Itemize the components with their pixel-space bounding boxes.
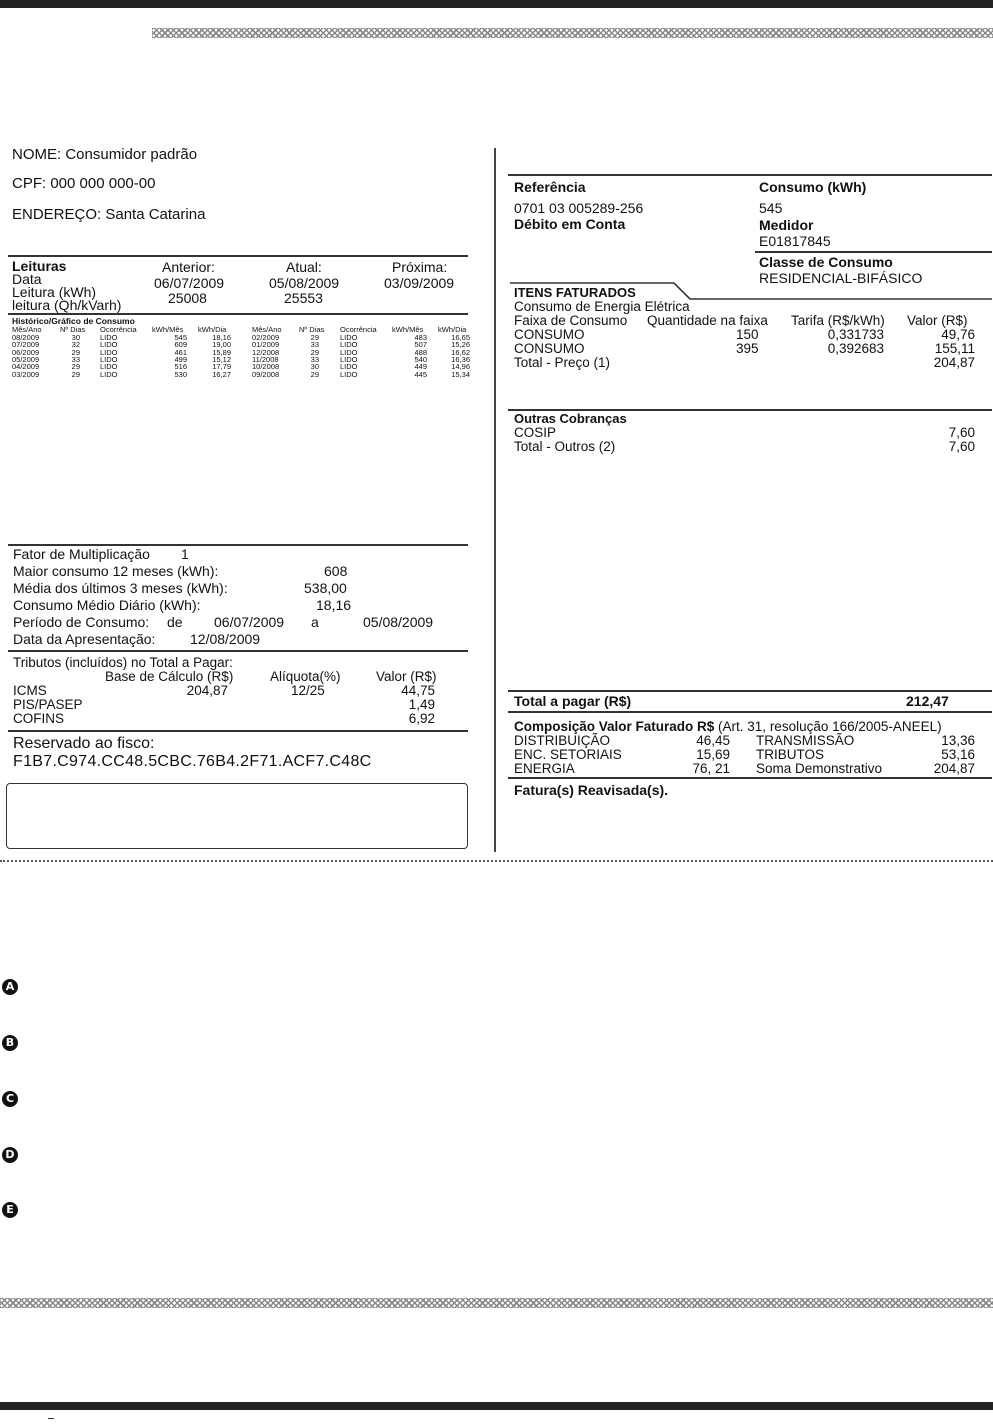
historico-cell: LIDO [340,362,358,372]
historico-cell: 10/2008 [252,362,280,372]
historico-cell: 33 [310,354,319,364]
historico-cell: 29 [310,369,319,379]
historico-cell: 29 [71,347,80,357]
historico-cell: 32 [71,340,80,350]
itens-header: Tarifa (R$/kWh) [791,313,885,328]
classe-label: Classe de Consumo [759,254,893,270]
composicao-item: ENC. SETORIAIS [514,747,622,762]
historico-header: kWh/Mês [392,325,424,334]
periodo-label: Período de Consumo: [13,614,150,630]
itens-tarifa: 0,331733 [827,327,884,342]
historico-header: Ocorrência [340,325,377,334]
historico-cell: 11/2008 [252,354,279,364]
divider [508,690,992,692]
tributo-aliquota: 12/25 [291,683,325,698]
historico-cell: 33 [71,354,80,364]
footer-mark [48,1418,54,1419]
historico-cell: 30 [71,333,80,342]
historico-cell: 29 [71,362,80,372]
customer-cpf: CPF: 000 000 000-00 [12,175,156,192]
composicao-value: 13,36 [941,733,975,748]
historico-cell: 08/2009 [12,333,40,342]
divider [508,711,992,713]
historico-cell: 07/2009 [12,340,40,350]
historico-cell: 609 [174,340,187,350]
bottom-bar [0,1402,993,1410]
cosip-value: 7,60 [948,425,975,440]
option-c-badge[interactable]: C [2,1091,18,1107]
top-bar [0,0,993,8]
historico-cell: 16,36 [451,354,470,364]
composicao-item: TRIBUTOS [756,747,825,762]
bottom-zigzag-border [0,1298,993,1308]
itens-header: Quantidade na faixa [647,313,768,328]
medidor-value: E01817845 [759,233,831,249]
historico-cell: 16,65 [451,333,470,342]
historico-cell: 461 [174,347,187,357]
periodo-a: a [311,614,319,630]
periodo-inicio: 06/07/2009 [214,614,285,630]
historico-cell: LIDO [100,340,118,350]
composicao-item: DISTRIBUIÇÃO [514,733,611,748]
fator-label: Fator de Multiplicação [13,546,150,562]
itens-tarifa: 0,392683 [827,341,884,356]
fator-value: 1 [181,546,189,562]
historico-cell: LIDO [340,340,358,350]
cosip-label: COSIP [514,425,557,440]
divider [755,251,992,253]
customer-name: NOME: Consumidor padrão [12,146,198,163]
maior-consumo-value: 608 [324,563,348,579]
itens-title: ITENS FATURADOS [514,285,636,300]
option-e-badge[interactable]: E [2,1202,18,1218]
historico-cell: 15,34 [451,369,470,379]
historico-cell: LIDO [100,354,118,364]
historico-header: Nº Dias [299,325,325,334]
itens-valor: 49,76 [941,327,975,342]
composicao-value: 46,45 [696,733,730,748]
itens-qtd: 395 [736,341,759,356]
historico-cell: 15,89 [212,347,231,357]
consumo-value: 545 [759,200,783,216]
historico-cell: 516 [174,362,187,372]
periodo-fim: 05/08/2009 [363,614,434,630]
customer-address: ENDEREÇO: Santa Catarina [12,206,206,223]
historico-cell: 29 [310,333,319,342]
column-divider [494,148,496,852]
historico-cell: LIDO [340,369,358,379]
classe-value: RESIDENCIAL-BIFÁSICO [759,270,923,286]
faturas-reavisadas: Fatura(s) Reavisada(s). [514,782,669,798]
historico-cell: 30 [310,362,319,372]
historico-cell: LIDO [340,347,358,357]
historico-cell: LIDO [100,333,118,342]
historico-title: Histórico/Gráfico de Consumo [12,316,135,326]
historico-cell: 19,00 [212,340,231,350]
itens-qtd: 150 [736,327,759,342]
leituras-title: Leituras [12,258,67,274]
maior-consumo-label: Maior consumo 12 meses (kWh): [13,563,219,579]
composicao-title: Composição Valor Faturado R$ [514,719,715,734]
historico-cell: 29 [310,347,319,357]
composicao-item: Soma Demonstrativo [756,761,883,776]
leituras-label-kwh: Leitura (kWh) [12,284,97,300]
itens-faixa: CONSUMO [514,327,585,342]
historico-cell: 16,27 [212,369,231,379]
historico-cell: 04/2009 [12,362,40,372]
cut-line [0,860,993,862]
divider [8,255,468,257]
itens-valor: 155,11 [934,341,975,356]
referencia-label: Referência [514,179,586,195]
media-label: Média dos últimos 3 meses (kWh): [13,580,228,596]
historico-cell: 14,96 [451,362,470,372]
total-pagar-label: Total a pagar (R$) [514,693,632,709]
debito-label: Débito em Conta [514,216,626,232]
leituras-atual-label: Atual: [286,259,322,275]
historico-header: Mês/Ano [12,325,42,334]
historico-cell: 545 [174,333,187,342]
referencia-value: 0701 03 005289-256 [514,200,644,216]
divider [508,174,992,176]
periodo-de: de [167,614,183,630]
tributo-valor: 1,49 [408,697,435,712]
composicao-value: 53,16 [941,747,975,762]
leituras-atual-leitura: 25553 [284,290,323,306]
tributo-base: 204,87 [186,683,228,698]
historico-cell: 540 [414,354,427,364]
media-value: 538,00 [304,580,347,596]
itens-subtitle: Consumo de Energia Elétrica [514,299,690,314]
historico-cell: 33 [310,340,319,350]
tributo-valor: 44,75 [401,683,435,698]
composicao-value: 15,69 [696,747,730,762]
itens-header: Faixa de Consumo [514,313,628,328]
apresentacao-value: 12/08/2009 [190,631,261,647]
historico-cell: 530 [174,369,187,379]
option-a-badge[interactable]: A [2,979,18,995]
composicao-value: 204,87 [933,761,975,776]
historico-header: kWh/Dia [438,325,467,334]
historico-header: Ocorrência [100,325,137,334]
medidor-label: Medidor [759,217,814,233]
composicao-item: TRANSMISSÃO [756,733,855,748]
apresentacao-label: Data da Apresentação: [13,631,156,647]
leituras-label-qh: leitura (Qh/kVarh) [12,297,122,313]
leituras-proxima-data: 03/09/2009 [384,275,455,291]
historico-cell: 488 [414,347,427,357]
total-pagar-value: 212,47 [906,693,949,709]
historico-cell: 507 [414,340,427,350]
option-d-badge[interactable]: D [2,1147,18,1163]
tributo-name: PIS/PASEP [13,697,83,712]
leituras-label-data: Data [12,271,42,287]
divider [8,730,468,732]
historico-header: kWh/Dia [198,325,227,334]
composicao-item: ENERGIA [514,761,575,776]
historico-cell: LIDO [100,369,118,379]
historico-cell: 06/2009 [12,347,40,357]
composicao-note: (Art. 31, resolução 166/2005-ANEEL) [714,719,942,734]
composicao-value: 76, 21 [692,761,730,776]
consumo-diario-value: 18,16 [316,597,352,613]
fisco-label: Reservado ao fisco: [13,735,155,752]
itens-faixa: CONSUMO [514,341,585,356]
tributo-name: ICMS [13,683,47,698]
historico-cell: LIDO [100,347,118,357]
tributos-title: Tributos (incluídos) no Total a Pagar: [13,655,233,670]
outras-title: Outras Cobranças [514,411,627,426]
historico-cell: 29 [71,369,80,379]
historico-cell: 05/2009 [12,354,40,364]
leituras-proxima-label: Próxima: [392,259,448,275]
consumo-diario-label: Consumo Médio Diário (kWh): [13,597,201,613]
historico-header: Nº Dias [60,325,86,334]
historico-cell: 09/2008 [252,369,280,379]
historico-cell: 12/2008 [252,347,280,357]
historico-cell: 445 [414,369,427,379]
tributos-valor-header: Valor (R$) [376,669,437,684]
historico-cell: LIDO [100,362,118,372]
historico-cell: 449 [414,362,427,372]
consumo-label: Consumo (kWh) [759,179,867,195]
fisco-code: F1B7.C974.CC48.5CBC.76B4.2F71.ACF7.C48C [13,753,372,770]
total-preco-value: 204,87 [933,355,975,370]
option-b-badge[interactable]: B [2,1035,18,1051]
divider [8,650,468,652]
leituras-anterior-label: Anterior: [162,259,215,275]
leituras-atual-data: 05/08/2009 [269,275,340,291]
historico-cell: 18,16 [212,333,231,342]
tributos-base-header: Base de Cálculo (R$) [105,669,234,684]
total-preco-label: Total - Preço (1) [514,355,611,370]
tributo-name: COFINS [13,711,65,726]
historico-cell: 01/2009 [252,340,280,350]
tributo-valor: 6,92 [408,711,435,726]
historico-header: kWh/Mês [152,325,184,334]
historico-cell: 499 [174,354,187,364]
historico-cell: 483 [414,333,427,342]
historico-cell: 03/2009 [12,369,40,379]
itens-header: Valor (R$) [907,313,968,328]
divider [8,313,468,315]
historico-cell: LIDO [340,354,358,364]
composicao-heading [514,720,942,734]
historico-header: Mês/Ano [252,325,282,334]
total-outros-label: Total - Outros (2) [514,439,616,454]
blank-box [6,783,468,849]
historico-cell: 17,79 [212,362,231,372]
historico-cell: 16,62 [451,347,470,357]
historico-cell: 15,12 [212,354,231,364]
divider [508,777,992,779]
top-zigzag-border [152,28,993,38]
historico-cell: 15,26 [451,340,470,350]
historico-cell: LIDO [340,333,358,342]
leituras-anterior-data: 06/07/2009 [154,275,225,291]
tributos-aliquota-header: Alíquota(%) [270,669,341,684]
leituras-anterior-leitura: 25008 [168,290,207,306]
historico-cell: 02/2009 [252,333,280,342]
total-outros-value: 7,60 [948,439,975,454]
